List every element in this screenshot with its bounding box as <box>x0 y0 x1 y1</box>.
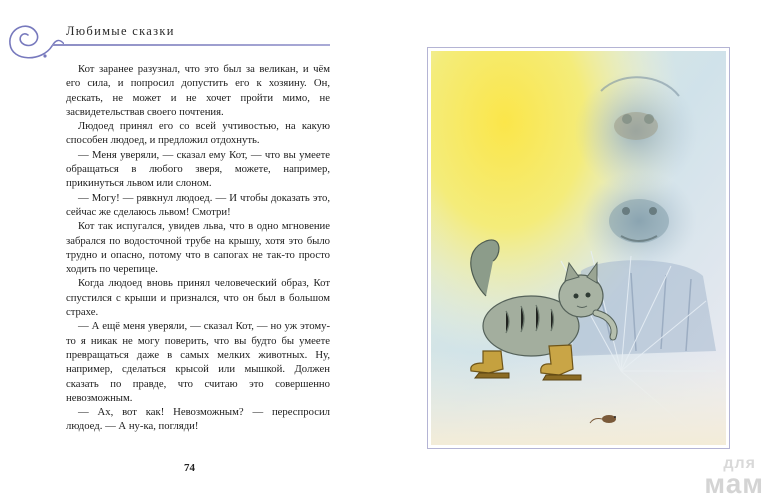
watermark-line2: мам <box>704 468 764 499</box>
page-number: 74 <box>184 462 195 474</box>
paragraph: — Могу! — рявкнул людоед. — И чтобы доказать это, сейчас же сделаюсь львом! Смотри! <box>66 191 330 218</box>
paragraph: — Ах, вот как! Невозможным? — переспросил людоед. — А ну-ка, погляди! <box>66 406 330 433</box>
paragraph: Когда людоед вновь принял человеческий образ, Кот спустился с крыши и признался, что он был в большом страхе. <box>66 277 330 319</box>
paragraph: — А ещё меня уверяли, — сказал Кот, — но уж этому-то я никак не могу поверить, что вы будто бы умеете превращаться даже в самых мелких животных. Ну, например, сделаться крысой или мышкой. Должен сказать по правде, что считаю это совершенно невозможным. <box>66 320 330 404</box>
paragraph: Кот заранее разузнал, что это был за великан, и чём его сила, и попросил допустить его к хозяину. Он, дескать, не может и не хочет пройти мимо, не засвидетельствав своего почтения. <box>66 63 330 118</box>
puss-in-boots-illustration <box>431 51 726 445</box>
watermark-logo <box>684 455 764 497</box>
paragraph: — Меня уверяли, — сказал ему Кот, — что вы умеете обращаться в любого зверя, можете, например, прикинуться львом или слоном. <box>66 148 330 190</box>
header-rule <box>52 44 330 46</box>
illustration-frame <box>427 47 730 449</box>
story-text <box>66 62 330 434</box>
watermark-line1: для <box>723 455 756 472</box>
paragraph: Людоед принял его со всей учтивостью, на какую способен людоед, и предложил отдохнуть. <box>66 120 330 147</box>
running-title: Любимые сказки <box>66 24 175 38</box>
swirl-ornament-icon <box>2 6 64 68</box>
paragraph: Кот так испугался, увидев льва, что в одно мгновение забрался по водосточной трубе на крышу, хотя это было трудно и опасно, потому что в сапогах не так-то просто ходить по черепице. <box>66 220 330 276</box>
